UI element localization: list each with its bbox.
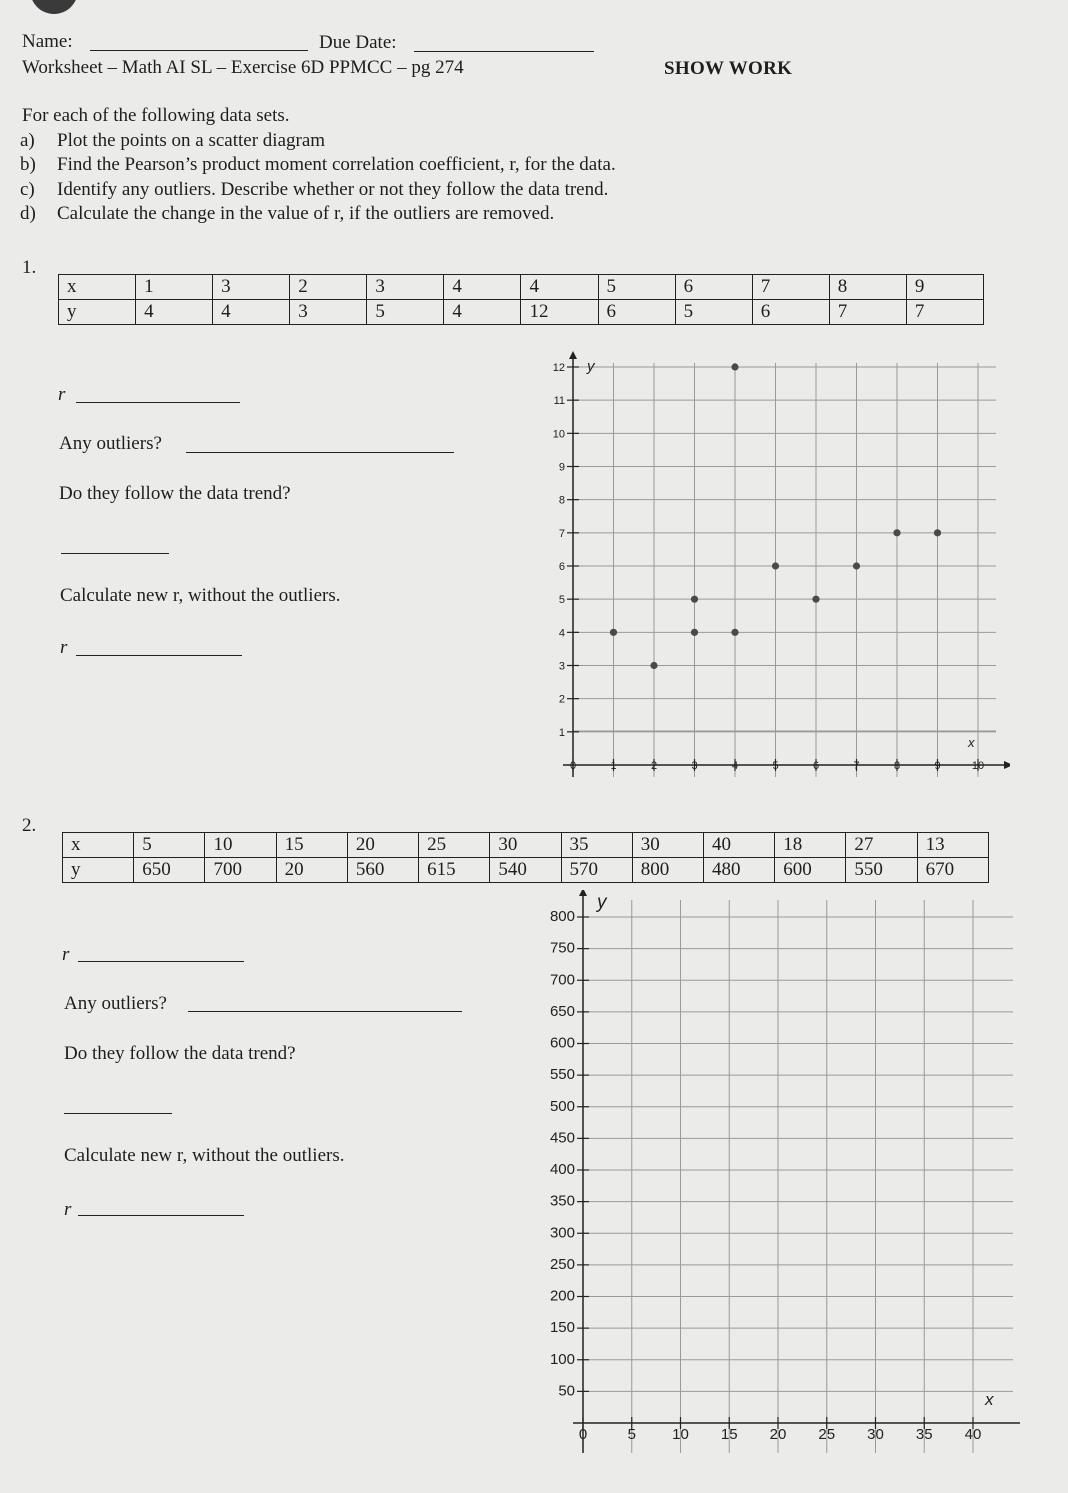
y-axis-arrow — [579, 890, 587, 896]
x-tick-label: 5 — [772, 760, 779, 772]
x-tick-label: 15 — [720, 1426, 738, 1443]
table-cell: 30 — [632, 833, 703, 858]
x-tick-label: 1 — [610, 760, 617, 772]
due-date-field[interactable] — [414, 51, 594, 52]
outliers-question: Any outliers? — [59, 433, 162, 454]
table-cell: 670 — [917, 858, 988, 883]
r-label: r — [62, 944, 70, 965]
table-cell: 18 — [775, 833, 846, 858]
y-tick-label: 8 — [558, 494, 565, 507]
trend-answer-field[interactable] — [61, 553, 169, 554]
table-cell: 7 — [829, 300, 906, 325]
x-tick-label: 10 — [971, 760, 985, 772]
table-cell: 25 — [419, 833, 490, 858]
y-tick-label: 700 — [549, 971, 575, 989]
y-tick-label: 12 — [552, 362, 565, 374]
table-cell: 30 — [490, 833, 561, 858]
row-label-x: x — [59, 275, 136, 300]
y-tick-label: 9 — [558, 461, 565, 474]
x-tick-label: 8 — [893, 760, 901, 772]
x-tick-label: 9 — [934, 760, 941, 772]
y-tick-label: 300 — [549, 1224, 575, 1242]
table-row-x — [59, 275, 984, 300]
instruction-letter-d: d) — [20, 203, 36, 224]
problem-1-data-table — [58, 274, 984, 325]
table-row-x — [63, 833, 989, 858]
table-cell: 700 — [205, 858, 276, 883]
table-cell: 2 — [290, 275, 367, 300]
row-label-y: y — [63, 858, 134, 883]
table-cell: 3 — [213, 275, 290, 300]
x-axis-label: x — [985, 1390, 994, 1409]
name-field[interactable] — [90, 50, 308, 51]
new-r-label: r — [64, 1199, 72, 1220]
y-tick-label: 7 — [558, 527, 565, 540]
new-r-label: r — [60, 637, 68, 658]
worksheet-title: Worksheet – Math AI SL – Exercise 6D PPMCC – pg 274 — [22, 57, 464, 78]
y-tick-label: 600 — [549, 1034, 575, 1052]
table-cell: 4 — [444, 275, 521, 300]
x-tick-label: 30 — [867, 1426, 884, 1443]
r-answer-field[interactable] — [76, 402, 240, 403]
r-answer-field[interactable] — [78, 961, 244, 962]
table-cell: 15 — [276, 833, 347, 858]
table-cell: 3 — [367, 275, 444, 300]
x-tick-label: 35 — [915, 1426, 933, 1443]
y-tick-label: 150 — [549, 1319, 575, 1337]
x-tick-label: 2 — [650, 760, 658, 772]
table-cell: 600 — [775, 858, 846, 883]
y-tick-label: 800 — [549, 908, 575, 925]
trend-question: Do they follow the data trend? — [59, 483, 291, 504]
y-tick-label: 400 — [549, 1161, 575, 1178]
table-cell: 1 — [136, 275, 213, 300]
problem-1-number: 1. — [22, 257, 37, 278]
x-tick-label: 6 — [812, 760, 820, 772]
y-tick-label: 1 — [558, 726, 565, 739]
y-tick-label: 100 — [549, 1350, 575, 1368]
data-point — [691, 629, 698, 636]
x-tick-label: 4 — [731, 760, 739, 772]
scatter-plot-2[interactable] — [520, 890, 1020, 1470]
y-tick-label: 500 — [549, 1097, 575, 1115]
row-label-x: x — [63, 833, 134, 858]
outliers-answer-field[interactable] — [186, 452, 454, 453]
trend-answer-field[interactable] — [64, 1113, 172, 1114]
table-cell: 650 — [134, 858, 205, 883]
table-cell: 480 — [703, 858, 774, 883]
r-label: r — [58, 384, 66, 405]
y-tick-label: 3 — [558, 660, 565, 673]
table-cell: 27 — [846, 833, 917, 858]
data-point — [731, 629, 738, 636]
instructions-intro: For each of the following data sets. — [22, 105, 290, 126]
table-cell: 6 — [598, 300, 675, 325]
table-cell: 800 — [632, 858, 703, 883]
outliers-answer-field[interactable] — [188, 1011, 462, 1012]
table-cell: 8 — [829, 275, 906, 300]
table-cell: 4 — [136, 300, 213, 325]
y-tick-label: 2 — [558, 693, 565, 706]
table-cell: 7 — [906, 300, 983, 325]
outliers-question: Any outliers? — [64, 993, 167, 1014]
table-cell: 570 — [561, 858, 632, 883]
y-tick-label: 10 — [552, 428, 565, 441]
x-tick-label: 10 — [672, 1426, 689, 1443]
show-work-note: SHOW WORK — [664, 58, 793, 79]
table-cell: 5 — [598, 275, 675, 300]
problem-2-number: 2. — [22, 815, 37, 836]
data-point — [772, 562, 779, 569]
table-cell: 13 — [917, 833, 988, 858]
y-tick-label: 11 — [553, 395, 565, 408]
problem-2-data-table — [62, 832, 989, 883]
instruction-letter-b: b) — [20, 154, 36, 175]
y-tick-label: 6 — [558, 561, 565, 573]
x-tick-label: 5 — [627, 1426, 636, 1443]
table-cell: 35 — [561, 833, 632, 858]
scatter-plot-1[interactable] — [540, 345, 1010, 785]
table-cell: 550 — [846, 858, 917, 883]
trend-question: Do they follow the data trend? — [64, 1043, 296, 1064]
data-point — [731, 363, 738, 370]
y-tick-label: 450 — [549, 1129, 575, 1147]
y-tick-label: 650 — [549, 1002, 575, 1020]
row-label-y: y — [59, 300, 136, 325]
instruction-letter-c: c) — [20, 179, 35, 200]
new-r-answer-field[interactable] — [76, 655, 242, 656]
table-cell: 20 — [276, 858, 347, 883]
instruction-d: Calculate the change in the value of r, if the outliers are removed. — [57, 203, 555, 224]
instruction-letter-a: a) — [20, 130, 35, 151]
table-cell: 20 — [347, 833, 418, 858]
data-point — [691, 596, 698, 603]
y-tick-label: 200 — [549, 1287, 575, 1305]
table-cell: 5 — [134, 833, 205, 858]
y-tick-label: 550 — [549, 1066, 575, 1084]
table-cell: 4 — [444, 300, 521, 325]
y-tick-label: 750 — [549, 939, 575, 957]
x-axis-arrow — [1004, 761, 1010, 769]
data-point — [650, 662, 657, 669]
table-cell: 3 — [290, 300, 367, 325]
table-cell: 9 — [906, 275, 983, 300]
instruction-b: Find the Pearson’s product moment correlation coefficient, r, for the data. — [57, 154, 616, 175]
y-tick-label: 350 — [549, 1192, 575, 1210]
data-point — [610, 629, 617, 636]
y-tick-label: 5 — [558, 594, 565, 607]
new-r-question: Calculate new r, without the outliers. — [60, 585, 341, 606]
table-cell: 540 — [490, 858, 561, 883]
table-cell: 615 — [419, 858, 490, 883]
y-tick-label: 4 — [558, 627, 565, 640]
y-axis-arrow — [569, 351, 577, 359]
y-axis-label: y — [597, 892, 607, 913]
data-point — [934, 529, 941, 536]
due-date-label: Due Date: — [319, 32, 397, 53]
table-cell: 10 — [205, 833, 276, 858]
x-tick-label: 0 — [569, 760, 577, 772]
data-point — [812, 596, 819, 603]
new-r-question: Calculate new r, without the outliers. — [64, 1145, 345, 1166]
name-label: Name: — [22, 31, 73, 52]
y-tick-label: 250 — [549, 1255, 575, 1273]
y-tick-label: 50 — [558, 1382, 575, 1400]
table-row-y — [63, 858, 989, 883]
x-tick-label: 20 — [769, 1426, 787, 1443]
table-cell: 6 — [752, 300, 829, 325]
x-tick-label: 25 — [818, 1426, 836, 1443]
x-tick-label: 7 — [853, 760, 860, 772]
data-point — [893, 529, 900, 536]
x-tick-label: 3 — [691, 760, 698, 772]
x-axis-label: x — [968, 735, 975, 750]
y-axis-label: y — [587, 358, 595, 375]
x-tick-label: 0 — [578, 1426, 588, 1443]
table-cell: 12 — [521, 300, 598, 325]
table-cell: 7 — [752, 275, 829, 300]
new-r-answer-field[interactable] — [78, 1215, 244, 1216]
x-tick-label: 40 — [964, 1426, 982, 1443]
table-row-y — [59, 300, 984, 325]
table-cell: 5 — [367, 300, 444, 325]
table-cell: 40 — [703, 833, 774, 858]
instruction-a: Plot the points on a scatter diagram — [57, 130, 326, 151]
school-logo — [30, 0, 78, 14]
table-cell: 4 — [213, 300, 290, 325]
instruction-c: Identify any outliers. Describe whether or not they follow the data trend. — [57, 179, 609, 200]
table-cell: 5 — [675, 300, 752, 325]
table-cell: 560 — [347, 858, 418, 883]
data-point — [853, 562, 860, 569]
table-cell: 4 — [521, 275, 598, 300]
table-cell: 6 — [675, 275, 752, 300]
